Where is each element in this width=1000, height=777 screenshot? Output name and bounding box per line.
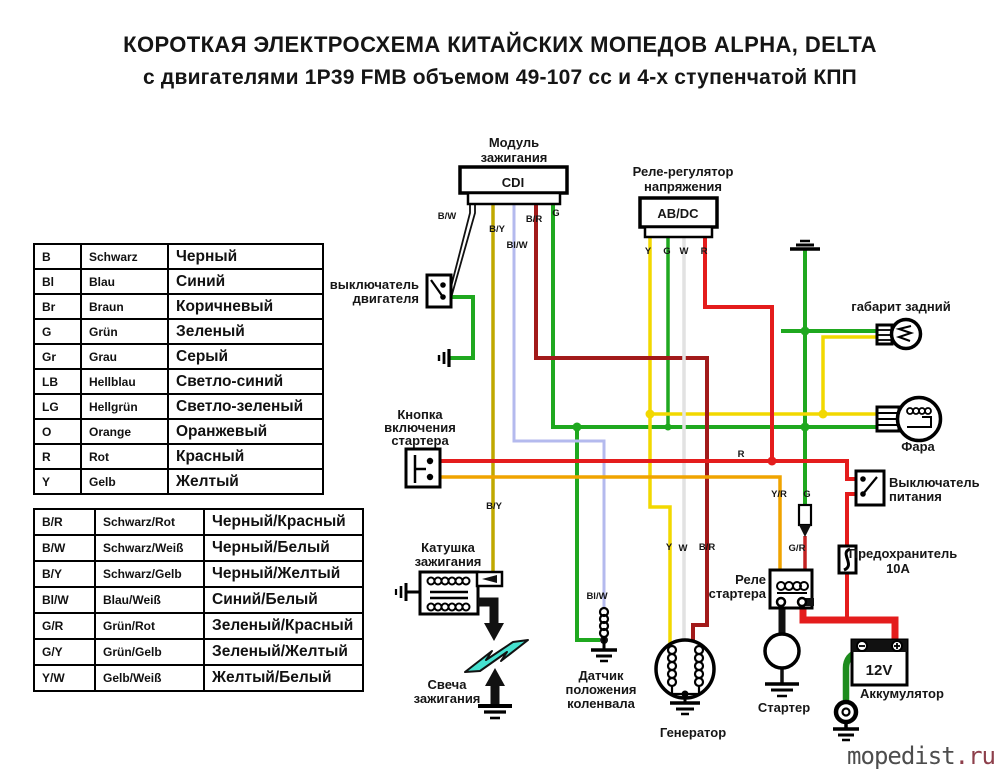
ground-icon (439, 349, 449, 367)
table-row: Bl Blau Синий (34, 269, 323, 294)
ignition-module-label2: зажигания (480, 150, 548, 165)
table-row: Bl/W Blau/Weiß Синий/Белый (34, 587, 363, 613)
ground-icon (478, 706, 512, 718)
ground-icon (670, 703, 700, 714)
starter-button-label3: стартера (391, 433, 449, 448)
wire-label-w: W (679, 246, 689, 257)
wire-br (536, 203, 707, 642)
wire-label-br: B/R (525, 214, 543, 225)
power-switch-label: Выключатель (889, 475, 980, 490)
junction-dot (646, 410, 655, 419)
wire-label-blw: Bl/W (506, 240, 528, 251)
cdi-label: CDI (501, 175, 525, 190)
wire-label-g3: G (803, 489, 811, 500)
junction-dot (801, 423, 810, 432)
junction-dot (819, 410, 828, 419)
ground-icon (396, 583, 406, 601)
wire-label-r2: R (737, 449, 745, 460)
regulator-label2: напряжения (644, 179, 722, 194)
spark-plug-label: Свеча (427, 677, 467, 692)
wire-label-by2: B/Y (486, 501, 502, 512)
junction-dot (768, 457, 777, 466)
wire-label-g: G (552, 208, 560, 219)
starter-motor (758, 634, 810, 715)
page-title: КОРОТКАЯ ЭЛЕКТРОСХЕМА КИТАЙСКИХ МОПЕДОВ ALPHA, DELTA (123, 32, 877, 57)
wire-label-y: Y (644, 246, 652, 257)
watermark (815, 742, 995, 770)
crank-sensor-label2: положения (565, 682, 637, 697)
page-subtitle: с двигателями 1P39 FMB объемом 49-107 сс и 4-х ступенчатой КПП (143, 66, 857, 89)
arrow-down-icon (484, 623, 504, 641)
crank-sensor-label3: коленвала (567, 696, 635, 711)
regulator-label: Реле-регулятор (632, 164, 734, 179)
power-switch (856, 471, 980, 505)
table-row: Gr Grau Серый (34, 344, 323, 369)
ground-icon (833, 729, 859, 740)
rear-light-label: габарит задний (851, 299, 951, 314)
wire-g-engine-switch (449, 297, 473, 358)
fuse-label: Предохранитель (848, 546, 958, 561)
connector-icon (799, 505, 811, 537)
wire-blw (514, 203, 604, 608)
wire-g-cdi (553, 203, 877, 427)
table-row: G Grün Зеленый (34, 319, 323, 344)
power-switch-label2: питания (889, 489, 942, 504)
spark-plug-label2: зажигания (413, 691, 481, 706)
wire-label-blw2: Bl/W (586, 591, 608, 602)
table-row: LG Hellgrün Светло-зеленый (34, 394, 323, 419)
table-row: B/Y Schwarz/Gelb Черный/Желтый (34, 561, 363, 587)
battery-voltage-label: 12V (865, 662, 893, 679)
table-row: R Rot Красный (34, 444, 323, 469)
generator-label: Генератор (659, 725, 727, 740)
table-row: Br Braun Коричневый (34, 294, 323, 319)
table-row: O Orange Оранжевый (34, 419, 323, 444)
abdc-label: AB/DC (657, 206, 699, 221)
cdi-module (460, 135, 567, 204)
starter-relay-label: Реле (735, 572, 766, 587)
generator (656, 640, 726, 740)
watermark-tld: .ru (954, 742, 995, 770)
wire-label-br2: B/R (698, 542, 716, 553)
starter-relay-label2: стартера (708, 586, 766, 601)
rear-light (851, 299, 950, 349)
engine-switch-label: выключатель (329, 277, 419, 292)
wire-label-by: B/Y (489, 224, 505, 235)
wire-label-r: R (700, 246, 708, 257)
ground-icon (790, 241, 820, 249)
table-row: B/R Schwarz/Rot Черный/Красный (34, 509, 363, 535)
crank-sensor-label: Датчик (578, 668, 624, 683)
wire-label-g2: G (663, 246, 671, 257)
battery-label: Аккумулятор (860, 686, 944, 701)
table-row: G/Y Grün/Gelb Зеленый/Желтый (34, 639, 363, 665)
ring-terminal-icon (836, 702, 856, 722)
arrow-up-icon (485, 668, 505, 686)
spark-plug (414, 602, 528, 718)
ignition-module-label: Модуль (488, 135, 540, 150)
headlight-label: Фара (901, 439, 935, 454)
junction-dot (573, 423, 582, 432)
headlight (877, 398, 941, 455)
ignition-coil-label2: зажигания (414, 554, 482, 569)
ignition-coil-label: Катушка (421, 540, 475, 555)
table-row: LB Hellblau Светло-синий (34, 369, 323, 394)
junction-dot (801, 327, 810, 336)
starter-button-label: Кнопка (397, 407, 443, 422)
wire-g-sensor-branch (577, 427, 600, 640)
starter-button (384, 407, 456, 487)
voltage-regulator (633, 164, 734, 237)
fuse-label2: 10А (886, 561, 910, 576)
wire-label-gr: G/R (788, 543, 806, 554)
wire-y-rearlight (823, 337, 877, 414)
wire-label-yr: Y/R (771, 489, 787, 500)
wire-label-w2: W (678, 543, 688, 554)
table-row: B/W Schwarz/Weiß Черный/Белый (34, 535, 363, 561)
starter-relay (709, 570, 814, 608)
lightning-icon (465, 640, 528, 672)
ground-icon (765, 684, 799, 696)
table-row: Y Gelb Желтый (34, 469, 323, 494)
fuse (839, 546, 957, 576)
engine-switch-label2: двигателя (352, 291, 419, 306)
table-row: Y/W Gelb/Weiß Желтый/Белый (34, 665, 363, 691)
engine-switch (330, 275, 451, 367)
junction-dot (665, 424, 672, 431)
wire-label-bw: B/W (437, 211, 457, 222)
starter-label: Стартер (757, 700, 811, 715)
ground-icon (591, 650, 617, 661)
table-row: G/R Grün/Rot Зеленый/Красный (34, 613, 363, 639)
starter-button-label2: включения (384, 420, 456, 435)
wire-label-y2: Y (665, 542, 673, 553)
watermark-site: mopedist (847, 742, 955, 770)
table-row: B Schwarz Черный (34, 244, 323, 269)
